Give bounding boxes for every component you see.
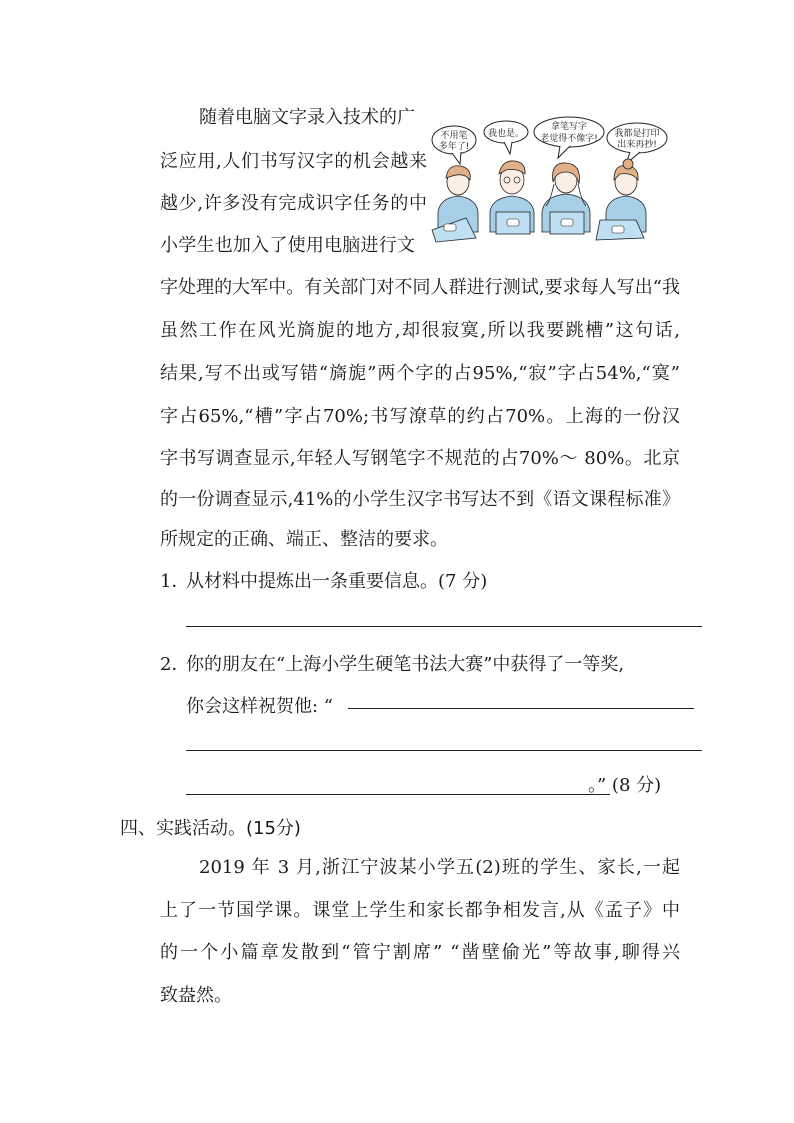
section-line: 上了一节国学课。课堂上学生和家长都争相发言,从《孟子》中 [160,900,680,921]
passage-line: 的一份调查显示,41%的小学生汉字书写达不到《语文课程标准》 [160,489,680,510]
bubble-text: 多年了! [438,142,470,152]
passage-line: 随着电脑文字录入技术的广 [199,107,415,128]
bubble-text: 我都是打印 [614,129,660,139]
question-text: 从材料中提炼出一条重要信息。(7 分) [186,571,488,592]
question-text: 你会这样祝贺他: “ [186,696,333,717]
question-number: 1． [160,571,190,592]
answer-line[interactable] [186,750,702,751]
person-figure [432,166,478,242]
section-heading: 四、实践活动。(15分) [120,818,301,839]
passage-line: 虽然工作在风光旖旎的地方,却很寂寞,所以我要跳槽”这句话, [160,320,680,341]
bubble-text: 我也是。 [487,129,525,139]
person-figure [596,159,646,240]
bubble-text: 拿笔写字 [550,122,588,132]
section-line: 的一个小篇章发散到“管宁割席” “凿壁偷光”等故事,聊得兴 [160,942,680,963]
person-figure [542,163,590,234]
answer-line[interactable] [348,708,694,709]
answer-line[interactable] [186,626,702,627]
speech-bubble [534,117,604,158]
speech-bubble [484,121,528,154]
speech-bubble [607,123,667,164]
section-line: 致盎然。 [160,985,232,1006]
bubble-text: 出来再抄! [617,140,657,150]
question-text: 你的朋友在“上海小学生硬笔书法大赛”中获得了一等奖, [186,654,625,675]
passage-line: 结果,写不出或写错“旖旎”两个字的占95%,“寂”字占54%,“寞” [160,363,680,384]
question-number: 2． [160,654,190,675]
bubble-text: 不用笔 [440,131,468,141]
passage-line: 小学生也加入了使用电脑进行文 [160,235,415,256]
passage-line: 越少,许多没有完成识字任务的中 [160,193,427,214]
section-line: 2019 年 3 月,浙江宁波某小学五(2)班的学生、家长,一起 [199,857,680,878]
passage-line: 字处理的大军中。有关部门对不同人群进行测试,要求每人写出“我 [160,277,680,298]
computer-users-illustration [430,114,675,244]
answer-line[interactable] [186,794,610,795]
question-ending: 。” (8 分) [588,775,662,796]
person-figure [490,161,534,234]
passage-line: 泛应用,人们书写汉字的机会越来 [160,151,427,172]
passage-line: 字书写调查显示,年轻人写钢笔字不规范的占70%～ 80%。北京 [160,448,680,469]
speech-bubble [432,126,476,164]
passage-line: 所规定的正确、端正、整洁的要求。 [160,529,448,550]
bubble-text: 老觉得不像字! [540,134,598,144]
passage-line: 字占65%,“槽”字占70%;书写潦草的约占70%。上海的一份汉 [160,406,680,427]
